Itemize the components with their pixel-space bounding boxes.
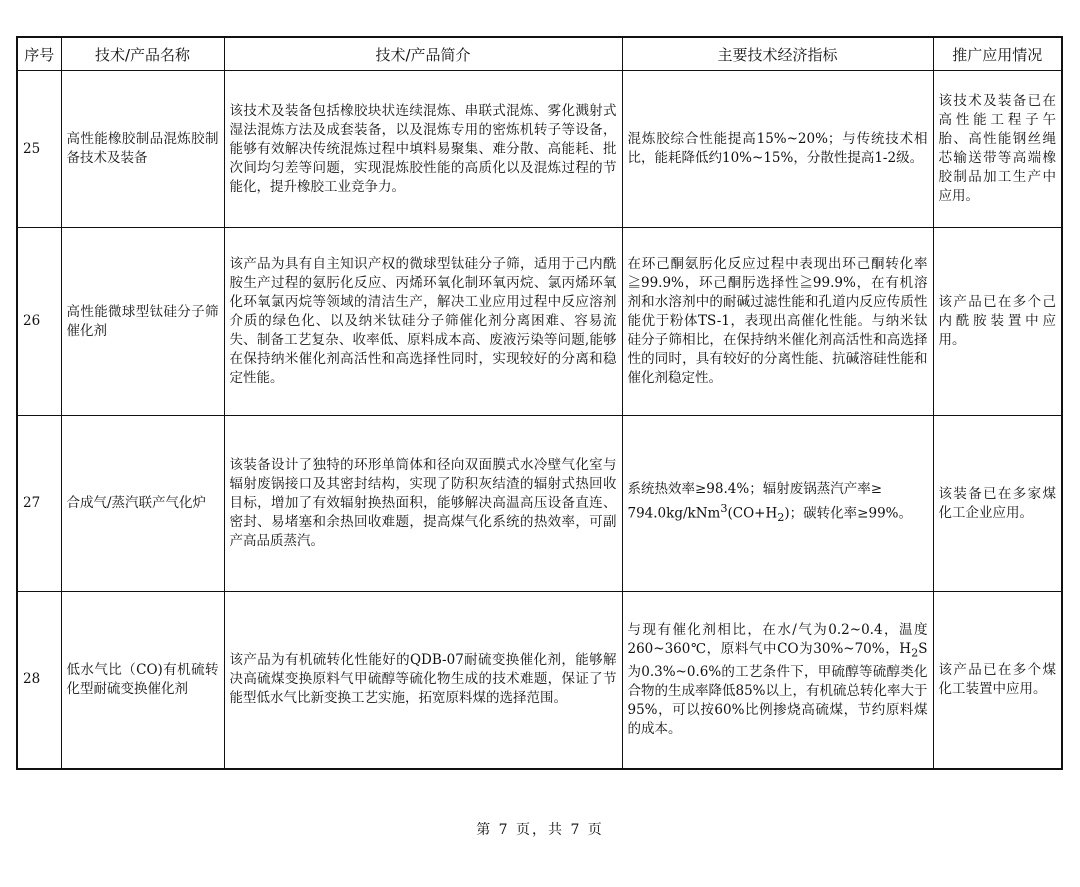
row-seq: 25 [17,71,61,228]
indicators-part-b: S为0.3%~0.6%的工艺条件下，甲硫醇等硫醇类化合物的生成率降低85%以上，有机硫总转化率大于95%，可以按60%比例掺烧高硫煤，节约原料煤的成本。 [627,640,928,737]
row-indicators [622,416,933,592]
row-application: 该产品已在多个己内酰胺装置中应用。 [933,228,1062,416]
subscript-2: 2 [911,646,919,660]
row-name: 低水气比（CO)有机硫转化型耐硫变换催化剂 [61,592,224,769]
indicators-line-2c: )；碳转化率≥99%。 [784,505,912,522]
row-seq: 28 [17,592,61,769]
row-intro: 该产品为有机硫转化性能好的QDB-07耐硫变换催化剂，能够解决高硫煤变换原料气甲硫醇等硫化物生成的技术难题，保证了节能型低水气比新变换工艺实施，拓宽原料煤的选择范围。 [224,592,622,769]
row-indicators: 在环己酮氨肟化反应过程中表现出环己酮转化率≧99.9%，环己酮肟选择性≧99.9%，在有机溶剂和水溶剂中的耐碱过滤性能和孔道内反应传质性能优于粉体TS-1，表现出高催化性能。与纳米钛硅分子筛相比，在保持纳米催化剂高活性和高选择性的同时，具有较好的分离性能、抗碱溶硅性能和催化剂稳定性。 [622,228,933,416]
row-intro: 该装备设计了独特的环形单筒体和径向双面膜式水冷壁气化室与辐射废锅接口及其密封结构，实现了防积灰结渣的辐射式热回收目标，增加了有效辐射换热面积，能够解决高温高压设备直连、密封、易堵塞和余热回收难题，提高煤气化系统的热效率，可副产高品质蒸汽。 [224,416,622,592]
indicators-line-1: 系统热效率≥98.4%；辐射废锅蒸汽产率≥ [627,480,883,497]
row-intro: 该技术及装备包括橡胶块状连续混炼、串联式混炼、雾化溅射式湿法混炼方法及成套装备，以及混炼专用的密炼机转子等设备，能够有效解决传统混炼过程中填料易聚集、难分散、高能耗、批次间均匀差等问题，实现混炼胶性能的高质化以及混炼过程的节能化，提升橡胶工业竞争力。 [224,71,622,228]
indicators-line-2a: 794.0kg/kNm [627,505,721,522]
row-name: 合成气/蒸汽联产气化炉 [61,416,224,592]
table-row [17,592,1062,769]
table-row [17,228,1062,416]
header-intro: 技术/产品简介 [224,37,622,71]
row-application: 该技术及装备已在高性能工程子午胎、高性能钢丝绳芯输送带等高端橡胶制品加工生产中应用。 [933,71,1062,228]
technology-table [16,36,1063,770]
header-indicators: 主要技术经济指标 [622,37,933,71]
table-row [17,71,1062,228]
page-number: 第 7 页，共 7 页 [476,822,604,838]
row-application: 该产品已在多个煤化工装置中应用。 [933,592,1062,769]
subscript-2: 2 [777,511,785,525]
header-name: 技术/产品名称 [61,37,224,71]
row-intro: 该产品为具有自主知识产权的微球型钛硅分子筛，适用于己内酰胺生产过程的氨肟化反应、丙烯环氧化制环氧丙烷、氯丙烯环氧化环氧氯丙烷等领域的清洁生产，解决工业应用过程中反应溶剂介质的绿色化、以及纳米钛硅分子筛催化剂分离困难、容易流失、制备工艺复杂、收率低、原料成本高、废液污染等问题,能够在保持纳米催化剂高活性和高选择性同时，实现较好的分离和稳定性能。 [224,228,622,416]
superscript-3: 3 [720,501,728,515]
row-name: 高性能橡胶制品混炼胶制备技术及装备 [61,71,224,228]
row-indicators [622,592,933,769]
row-name: 高性能微球型钛硅分子筛催化剂 [61,228,224,416]
header-seq: 序号 [17,37,61,71]
header-application: 推广应用情况 [933,37,1062,71]
row-seq: 26 [17,228,61,416]
indicators-line-2b: (CO+H [727,505,778,522]
indicators-part-a: 与现有催化剂相比，在水/气为0.2~0.4，温度260~360℃，原料气中CO为30%~70%，H [627,621,928,657]
table-header-row [17,37,1062,71]
row-application: 该装备已在多家煤化工企业应用。 [933,416,1062,592]
row-seq: 27 [17,416,61,592]
table-row [17,416,1062,592]
row-indicators: 混炼胶综合性能提高15%~20%；与传统技术相比，能耗降低约10%~15%，分散性提高1-2级。 [622,71,933,228]
